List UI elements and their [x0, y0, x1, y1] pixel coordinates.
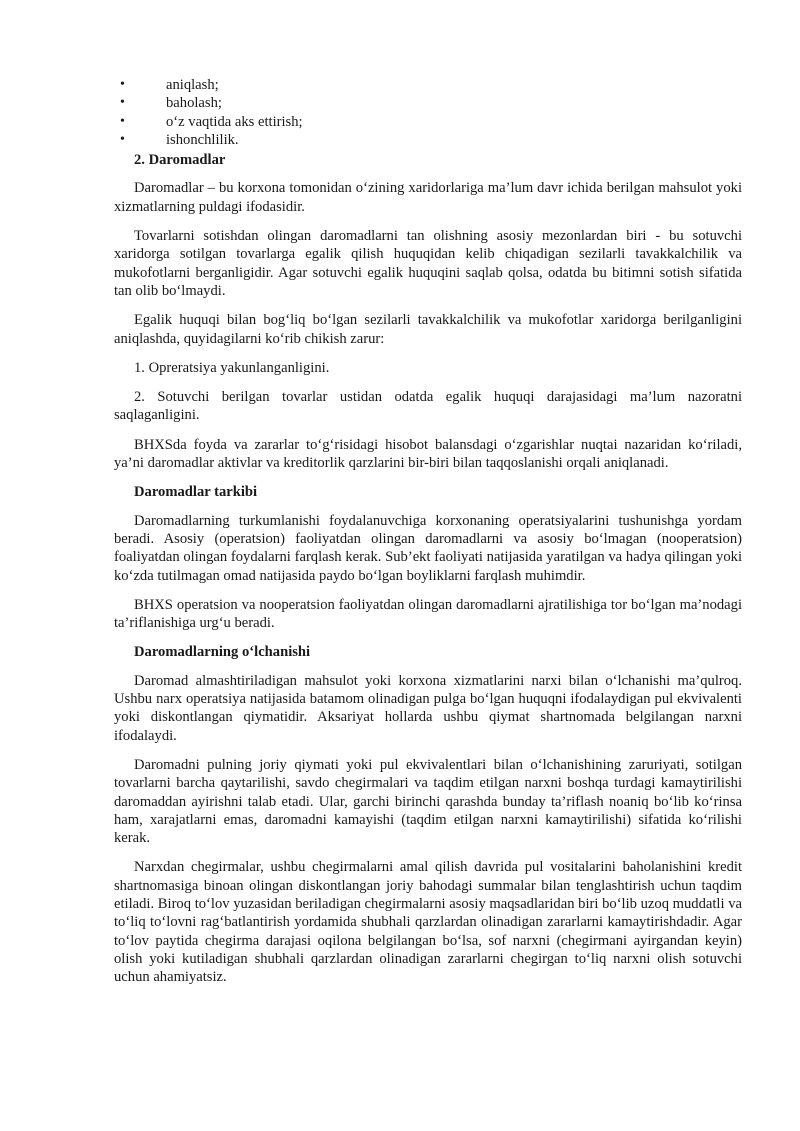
list-item: [114, 76, 742, 94]
list-item: [114, 113, 742, 131]
bullet-list: [114, 76, 742, 149]
numbered-item-1: 1. Opreratsiya yakunlanganligini.: [134, 359, 330, 376]
numbered-item-2: 2. Sotuvchi berilgan tovarlar ustidan odatda egalik huquqi darajasidagi ma’lum nazoratni saqlaganligini.: [114, 389, 742, 424]
bullet-icon: •: [120, 131, 125, 147]
paragraph-bhxs-report: BHXSda foyda va zararlar to‘g‘risidagi hisobot balansdagi o‘zgarishlar nuqtai nazaridan ko‘riladi, ya’ni daromadlar aktivlar va kreditorlik qarzlarini bir-biri bilan taqqoslanishi orqali aniqlanadi.: [114, 436, 742, 472]
section-heading-olchanishi: Daromadlarning o‘lchanishi: [134, 644, 311, 661]
paragraph-recognition: Tovarlarni sotishdan olingan daromadlarni tan olishning asosiy mezonlardan biri - bu sotuvchi xaridorga sotilgan tovarlarga egalik qilish huquqidan kelib chiqadigan sezilarli tavakkalchilik va mukofotlarni berganligidir. Agar sotuvchi egalik huquqini saqlab qolsa, odatda bu bitimni sotish sifatida tan olib bo‘lmaydi.: [114, 228, 742, 299]
paragraph-bhxs-operations: BHXS operatsion va nooperatsion faoliyatdan olingan daromadlarni ajratilishiga tor bo‘lgan ma’nodagi ta’riflanishiga urg‘u beradi.: [114, 596, 742, 632]
bullet-icon: •: [120, 95, 125, 111]
list-item: [114, 131, 742, 149]
paragraph-definition: Daromadlar – bu korxona tomonidan o‘zining xaridorlariga ma’lum davr ichida berilgan mahsulot yoki xizmatlarning puldagi ifodasidir.: [114, 180, 742, 215]
list-item-text: baholash;: [166, 95, 222, 112]
paragraph-present-value: Daromadni pulning joriy qiymati yoki pul ekvivalentlari bilan o‘lchanishining zaruriyati, sotilgan tovarlarni barcha qaytarilishi, savdo chegirmalari va taqdim etilgan narxni boshqa turdagi kamaytirilishi daromaddan ayirishni talab etadi. Ular, garchi birinchi qarashda bunday ta’riflash noaniq bo‘lib ko‘rinsa ham, xarajatlarni emas, daromadni kamayishi (taqdim etilgan narxni kamaytirilishi) sifatida ko‘rilishi kerak.: [114, 756, 742, 847]
paragraph-measurement: Daromad almashtiriladigan mahsulot yoki korxona xizmatlarini narxi bilan o‘lchanishi ma’qulroq. Ushbu narx operatsiya natijasida batamom olinadigan pulga bo‘lgan huquqni ifodalaydigan pul ekvivalenti yoki diskontlangan qiymatidir. Aksariyat hollarda ushbu qiymat shartnomada belgilangan narxni ifodalaydi.: [114, 672, 742, 744]
bullet-icon: •: [120, 113, 125, 129]
list-item-text: o‘z vaqtida aks ettirish;: [166, 113, 303, 130]
section-heading-tarkibi: Daromadlar tarkibi: [134, 484, 258, 501]
paragraph-classification: Daromadlarning turkumlanishi foydalanuvchiga korxonaning operatsiyalarini tushunishga yordam beradi. Asosiy (operatsion) faoliyatdan olingan daromadlarni va asosiy bo‘lmagan (nooperatsion) foaliyatdan olingan foydalarni farqlash kerak. Sub’ekt faoliyati natijasida yaratilgan va hadya qilingan yoki ko‘zda tutilmagan omad natijasida paydo bo‘lgan boyliklarni farqlash muhimdir.: [114, 512, 742, 584]
list-item-text: ishonchlilik.: [166, 131, 239, 148]
section-heading-daromadlar: 2. Daromadlar: [134, 152, 226, 169]
paragraph-discounts: Narxdan chegirmalar, ushbu chegirmalarni amal qilish davrida pul vositalarini baholanishini kredit shartnomasiga binoan olingan diskontlangan joriy bahodagi summalar bilan tenglashtirish uchun taqdim etiladi. Biroq to‘lov yuzasidan beriladigan chegirmalarni asosiy maqsadlaridan biri bo‘lib uzoq muddatli va to‘liq to‘lovni rag‘batlantirish yordamida shubhali qarzlardan olinadigan zararlarni kamaytirishdadir. Agar to‘lov paytida chegirma darajasi oqilona belgilangan bo‘lsa, sof narxni (chegirmani ayirgandan keyin) olish yoki kutiladigan shubhali qarzlardan olinadigan zararlarni chegirgan to‘liq narxni olish sotuvchi uchun ahamiyatsiz.: [114, 859, 742, 986]
list-item: [114, 94, 742, 112]
list-item-text: aniqlash;: [166, 77, 219, 93]
paragraph-risk-transfer: Egalik huquqi bilan bog‘liq bo‘lgan sezilarli tavakkalchilik va mukofotlar xaridorga berilganligini aniqlashda, quyidagilarni ko‘rib chikish zarur:: [114, 312, 742, 347]
bullet-icon: •: [120, 77, 125, 92]
